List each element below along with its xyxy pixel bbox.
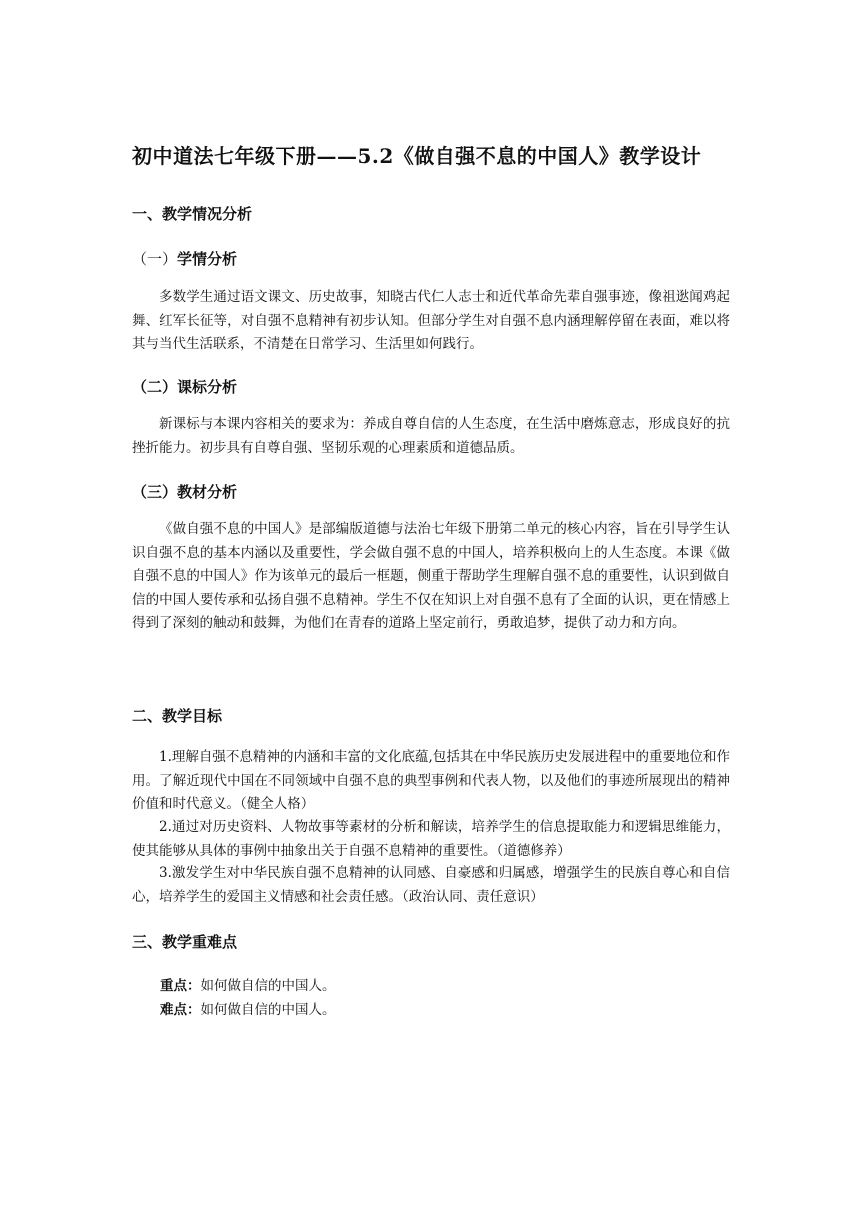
- section-heading-key-points: 三、教学重难点: [132, 933, 238, 951]
- key-point-text: 如何做自信的中国人。: [200, 978, 336, 994]
- difficult-point-text: 如何做自信的中国人。: [200, 1002, 336, 1018]
- key-point-line: [160, 974, 336, 994]
- paragraph-student-analysis: 多数学生通过语文课文、历史故事，知晓古代仁人志士和近代革命先辈自强事迹，像祖逖闻鸡起舞、红军长征等，对自强不息精神有初步认知。但部分学生对自强不息内涵理解停留在表面，难以将其与当代生活联系，不清楚在日常学习、生活里如何践行。: [132, 289, 730, 352]
- objective-item-3: 3.激发学生对中华民族自强不息精神的认同感、自豪感和归属感，增强学生的民族自尊心和自信心，培养学生的爱国主义情感和社会责任感。（政治认同、责任意识）: [132, 865, 730, 905]
- objective-item-1: 1.理解自强不息精神的内涵和丰富的文化底蕴,包括其在中华民族历史发展进程中的重要地位和作用。了解近现代中国在不同领域中自强不息的典型事例和代表人物，以及他们的事迹所展现出的精神价值和时代意义。（健全人格）: [132, 749, 730, 812]
- difficult-point-line: [160, 998, 336, 1018]
- subsection-title: 学情分析: [177, 250, 238, 268]
- subsection-heading-curriculum-analysis: （二）课标分析: [132, 378, 238, 396]
- paragraph-textbook-analysis: 《做自强不息的中国人》是部编版道德与法治七年级下册第二单元的核心内容，旨在引导学生认识自强不息的基本内涵以及重要性，学会做自强不息的中国人，培养积极向上的人生态度。本课《做自强不息的中国人》作为该单元的最后一框题，侧重于帮助学生理解自强不息的重要性，认识到做自信的中国人要传承和弘扬自强不息精神。学生不仅在知识上对自强不息有了全面的认识，更在情感上得到了深刻的触动和鼓舞，为他们在青春的道路上坚定前行，勇敢追梦，提供了动力和方向。: [132, 521, 730, 631]
- subsection-heading-textbook-analysis: （三）教材分析: [132, 483, 238, 501]
- section-heading-objectives: 二、教学目标: [132, 707, 223, 725]
- subsection-heading-student-analysis: [132, 248, 237, 269]
- objective-item-2: 2.通过对历史资料、人物故事等素材的分析和解读，培养学生的信息提取能力和逻辑思维能力，使其能够从具体的事例中抽象出关于自强不息精神的重要性。（道德修养）: [132, 819, 730, 859]
- section-heading-analysis: 一、教学情况分析: [132, 205, 253, 223]
- paragraph-curriculum-analysis: 新课标与本课内容相关的要求为：养成自尊自信的人生态度，在生活中磨炼意志，形成良好的抗挫折能力。初步具有自尊自强、坚韧乐观的心理素质和道德品质。: [132, 416, 730, 456]
- difficult-point-label: 难点：: [160, 1002, 201, 1018]
- document-title: 初中道法七年级下册——5.2《做自强不息的中国人》教学设计: [132, 144, 702, 168]
- subsection-number: （一）: [132, 250, 178, 268]
- key-point-label: 重点：: [160, 978, 201, 994]
